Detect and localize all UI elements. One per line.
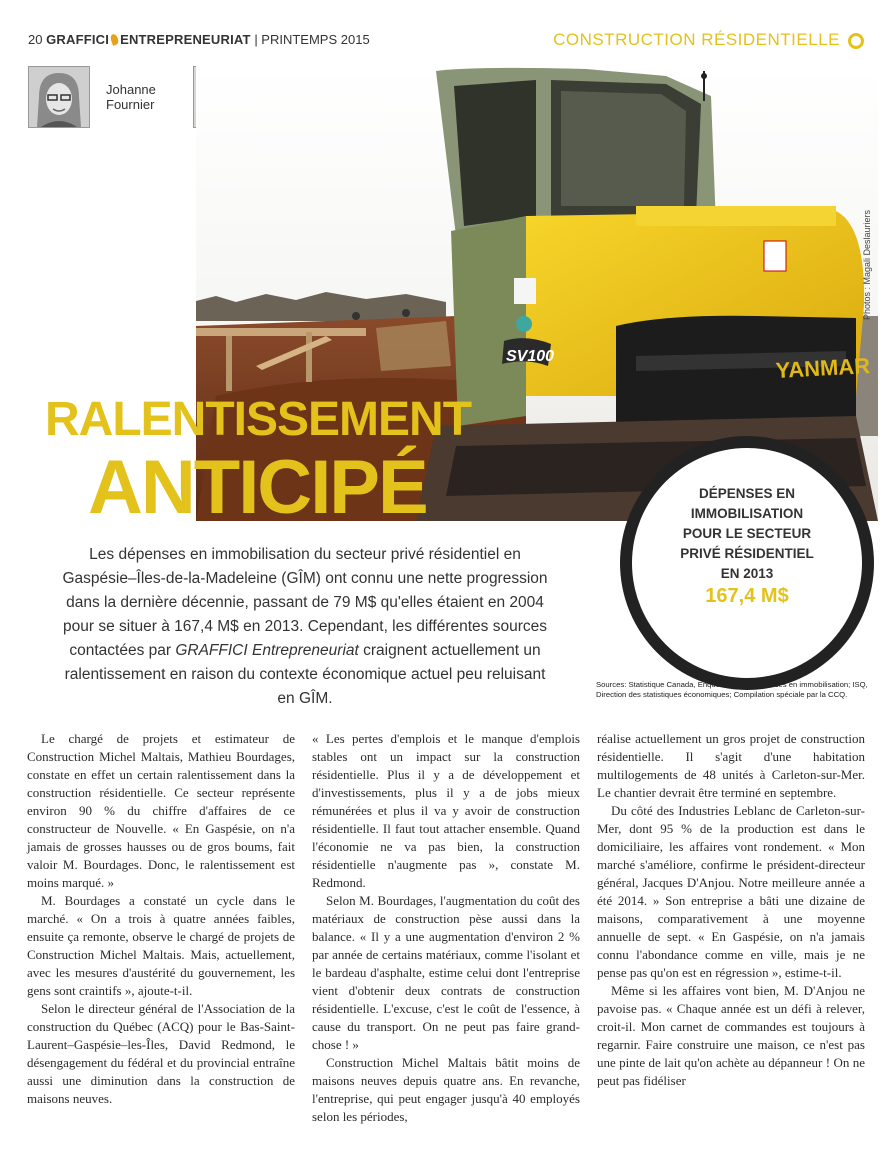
callout-label: [632, 484, 862, 584]
callout-line: IMMOBILISATION: [690, 506, 804, 521]
callout-line: EN 2013: [720, 566, 774, 581]
body-paragraph: Du côté des Industries Leblanc de Carleton-sur-Mer, dont 95 % de la production est dans le domiciliaire, les affaires vont rondement. « Mon marché s'améliore, confirme le président-directeur général, Jacques D'Anjou. Notre meilleure année a été 2014. » Son entreprise a bâti une dizaine de maisons, comparativement à une moyenne annuelle de sept. « En Gaspésie, on n'a jamais connu l'abondance comme en ville, mais je ne pense pas qu'on est en régression », estime-t-il.: [597, 803, 865, 980]
body-paragraph: Construction Michel Maltais bâtit moins de maisons neuves depuis quatre ans. En revanche, l'entreprise, qui peut engager jusqu'à 40 employés selon les périodes,: [312, 1055, 580, 1124]
body-paragraph: Selon le directeur général de l'Association de la construction du Québec (ACQ) pour le Bas-Saint-Laurent–Gaspésie–les-Îles, David Redmond, le désengagement du fédéral et du provincial entraîne aussi une diminution dans la construction de maisons neuves.: [27, 1001, 295, 1106]
brand-name: GRAFFICI: [46, 32, 110, 47]
headline-line2: ANTICIPÉ: [88, 445, 427, 530]
author-first-name: Johanne: [106, 82, 156, 97]
issue-label: | PRINTEMPS 2015: [254, 32, 370, 47]
ring-icon: [848, 33, 864, 49]
callout-value: 167,4 M$: [705, 585, 789, 607]
publication-name: GRAFFICI Entrepreneuriat: [175, 642, 359, 659]
body-paragraph: « Les pertes d'emplois et le manque d'emplois stables ont un impact sur la construction résidentielle. Plus il y a de développement et d'investissements, plus il y a de jobs mieux rémunérées et plus il va y avoir de construction résidentielle. Il faut tout attacher ensemble. Quand l'économie ne va pas bien, la construction résidentielle n'augmente pas », constate M. Redmond.: [312, 731, 580, 890]
body-paragraph: M. Bourdages a constaté un cycle dans le marché. « On a trois à quatre années faibles, ensuite ça remonte, observe le chargé de projets de Construction Michel Maltais. Mais, actuellement, avec les mesures d'austérité du gouvernement, les gens sont craintifs », ajoute-t-il.: [27, 893, 295, 998]
author-photo: [28, 66, 90, 128]
folio: [28, 32, 370, 47]
brand-decal: YANMAR: [774, 353, 871, 383]
body-paragraph: réalise actuellement un gros projet de construction résidentielle. Il s'agit d'une habitation multilogements de 48 unités à Carleton-sur-Mer. Le chantier devrait être terminé en septembre.: [597, 731, 865, 800]
photo-credit: Photos : Magali Deslauriers: [862, 209, 872, 320]
brand-subname: ENTREPRENEURIAT: [120, 32, 251, 47]
body-paragraph: Le chargé de projets et estimateur de Construction Michel Maltais, Mathieu Bourdages, constate en effet un certain ralentissement dans la construction résidentielle. Ce secteur représente environ 90 % du chiffre d'affaires de ce constructeur de Nouvelle. « En Gaspésie, on n'a jamais de grosses hausses ou de gros boums, fait valoir M. Bourdages. Donc, le ralentissement est moins marqué. »: [27, 731, 295, 890]
lead-text-end: craignent actuellement un ralentissement en raison du contexte économique actuel peu reluisant en GÎM.: [64, 642, 546, 707]
page-number: 20: [28, 32, 43, 47]
body-column-1: [27, 730, 295, 1108]
callout-line: PRIVÉ RÉSIDENTIEL: [680, 546, 814, 561]
callout-line: DÉPENSES EN: [698, 486, 796, 501]
section-title: CONSTRUCTION RÉSIDENTIELLE: [553, 30, 840, 49]
page-header: [28, 30, 878, 52]
author-name: [106, 82, 156, 112]
model-decal: SV100: [506, 348, 555, 365]
body-column-2: [312, 730, 580, 1126]
body-paragraph: Selon M. Bourdages, l'augmentation du coût des matériaux de construction pèse aussi dans la balance. « Il y a une augmentation d'environ 2 % par année de certains matériaux, comme l'isolant et le bardeau d'asphalte, estime celui dont l'entreprise vient d'obtenir deux contrats de construction résidentielle. L'excuse, c'est le coût de l'essence, à cause du transport. On ne peut pas faire grand-chose ! »: [312, 893, 580, 1052]
lead-text: Les dépenses en immobilisation du secteur privé résidentiel en Gaspésie–Îles-de-la-Madeleine (GÎM) ont connu une nette progression dans la dernière décennie, passant de 79 M$ qu'elles étaient en 2004 pour se situer à 167,4 M$ en 2013. Cependant, les différentes sources contactées par: [62, 546, 548, 659]
callout-line: POUR LE SECTEUR: [682, 526, 812, 541]
lead-paragraph: [55, 543, 555, 711]
author-last-name: Fournier: [106, 97, 155, 112]
sources-note: Sources: Statistique Canada, Enquête sur les dépenses en immobilisation; ISQ, Direction des statistiques économiques; Compilation spéciale par la CCQ.: [596, 680, 868, 699]
body-paragraph: Même si les affaires vont bien, M. D'Anjou ne pavoise pas. « Chaque année est un défi à relever, croit-il. Mon carnet de commandes est toujours à regarnir. Faire construire une maison, ce n'est pas une pinte de lait qu'on achète au dépanneur ! On ne peut pas fidéliser: [597, 983, 865, 1088]
body-column-3: [597, 730, 865, 1090]
flame-icon: [109, 33, 119, 46]
headline-line1: RALENTISSEMENT: [45, 393, 472, 446]
